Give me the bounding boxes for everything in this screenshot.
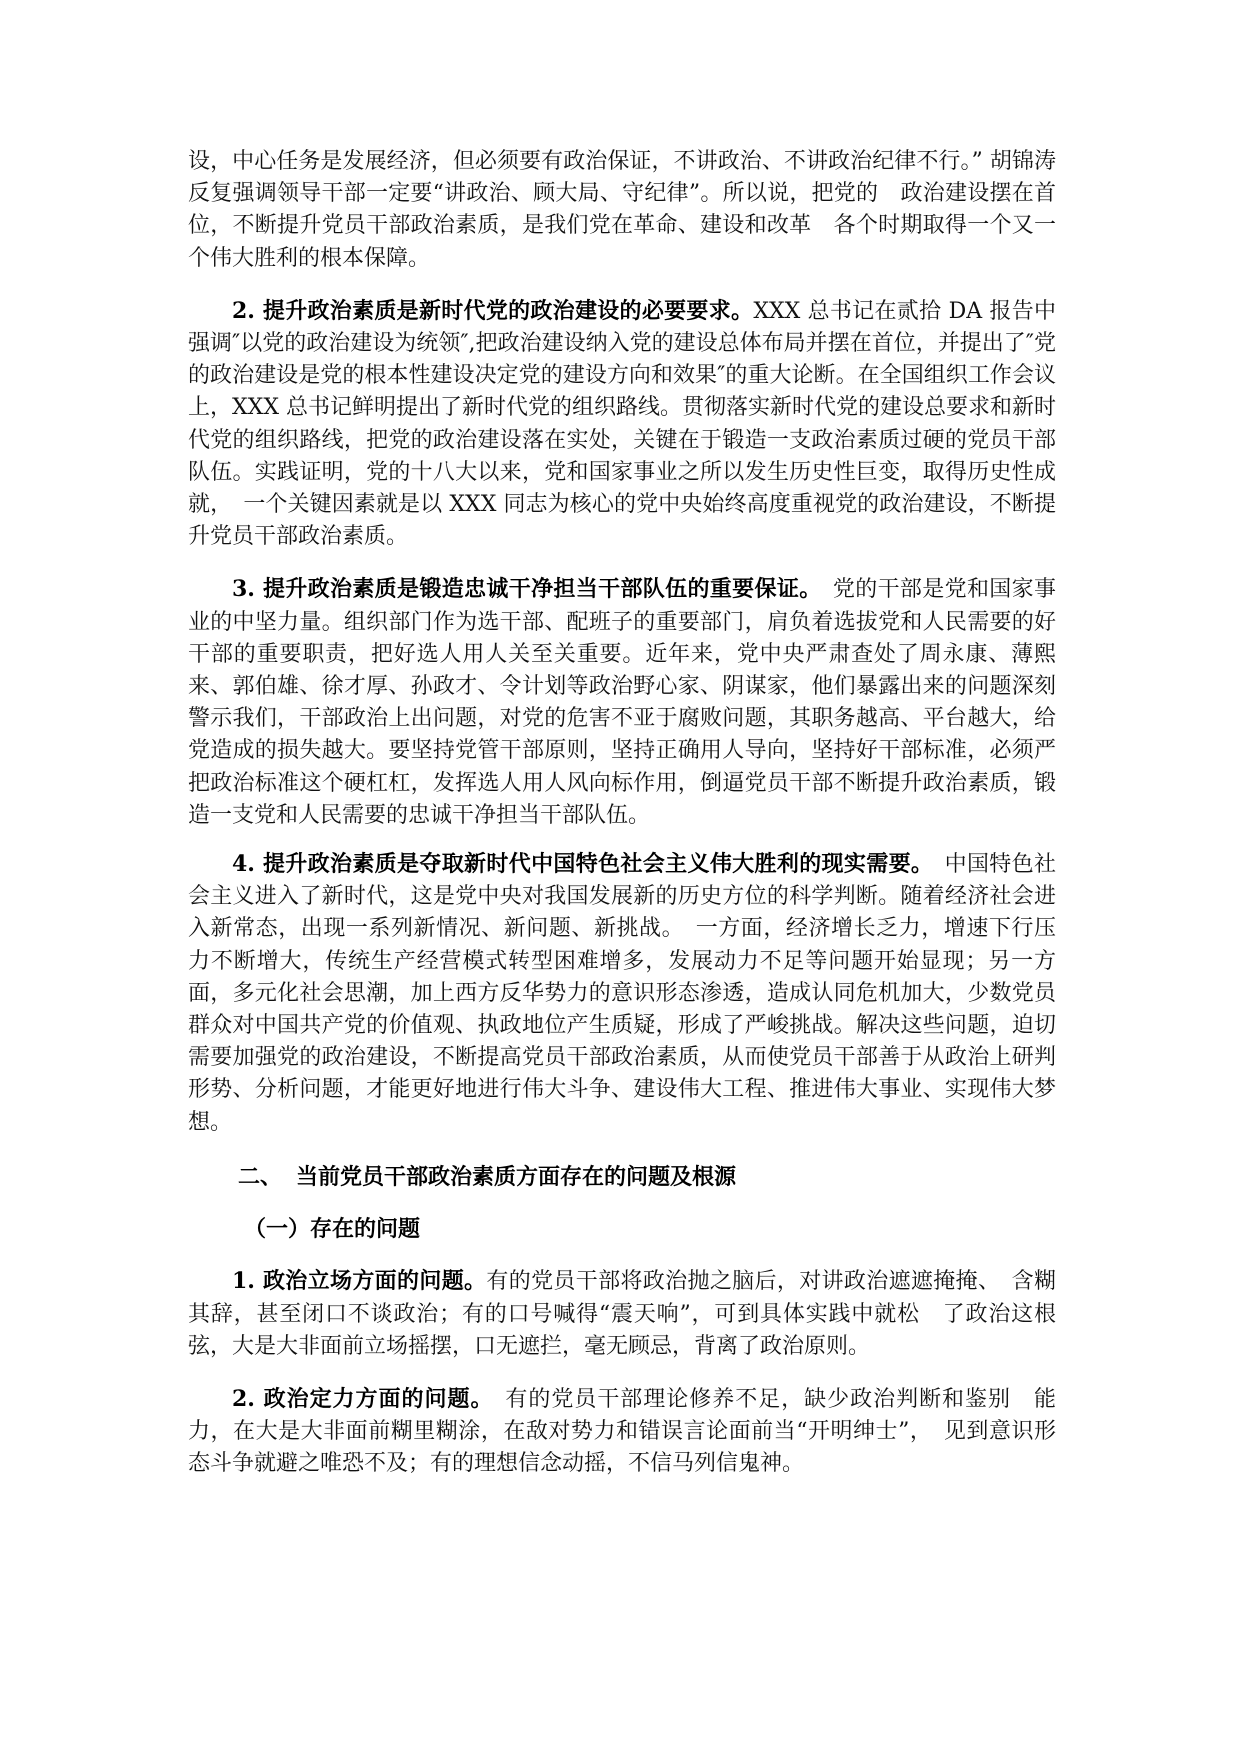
- section-title: 当前党员干部政治素质方面存在的问题及根源: [296, 1163, 737, 1190]
- point-3-body: 党的干部是党和国家事业的中坚力量。组织部门作为选干部、配班子的重要部门，肩负着选拔党和人民需要的好干部的重要职责，把好选人用人关至关重要。近年来，党中央严肃查处了周永康、薄熙来、郭伯雄、徐才厚、孙政才、令计划等政治野心家、阴谋家，他们暴露出来的问题深刻警示我们，干部政治上出问题，对党的危害不亚于腐败问题，其职务越高、平台越大，给党造成的损失越大。要坚持党管干部原则，坚持正确用人导向，坚持好干部标准，必须严把政治标准这个硬杠杠，发挥选人用人风向标作用，倒逼党员干部不断提升政治素质，锻造一支党和人民需要的忠诚干净担当干部队伍。: [188, 577, 1056, 828]
- paragraph-point-3: [188, 573, 1056, 832]
- paragraph-point-2: [188, 295, 1056, 554]
- point-2-body: XXX 总书记在贰拾 DA 报告中强调″以党的政治建设为统领″,把政治建设纳入党的建设总体布局并摆在首位，并提出了″党的政治建设是党的根本性建设决定党的建设方向和效果″的重大论断。在全国组织工作会议上，XXX 总书记鲜明提出了新时代党的组织路线。贯彻落实新时代党的建设总要求和新时代党的组织路线，把党的政治建设落在实处，关键在于锻造一支政治素质过硬的党员干部队伍。实践证明，党的十八大以来，党和国家事业之所以发生历史性巨变，取得历史性成就， 一个关键因素就是以 XXX 同志为核心的党中央始终高度重视党的政治建设，不断提升党员干部政治素质。: [188, 298, 1056, 550]
- issue-2-lead: 2. 政治定力方面的问题。: [232, 1385, 483, 1412]
- point-3-lead: 3. 提升政治素质是锻造忠诚干净担当干部队伍的重要保证。: [232, 576, 811, 603]
- issue-2-body: 有的党员干部理论修养不足，缺少政治判断和鉴别 能力，在大是大非面前糊里糊涂，在敌对势力和错误言论面前当“开明绅士”， 见到意识形态斗争就避之唯恐不及；有的理想信念动摇，不信马列信鬼神。: [188, 1386, 1056, 1477]
- point-4-lead: 4. 提升政治素质是夺取新时代中国特色社会主义伟大胜利的现实需要。: [232, 851, 923, 878]
- paragraph-issue-1: [188, 1265, 1056, 1363]
- paragraph-continuation: 设，中心任务是发展经济，但必须要有政治保证，不讲政治、不讲政治纪律不行。” 胡锦涛反复强调领导干部一定要“讲政治、顾大局、守纪律”。所以说，把党的 政治建设摆在首位，不断提升党员干部政治素质，是我们党在革命、建设和改革 各个时期取得一个又一个伟大胜利的根本保障。: [188, 149, 1056, 271]
- section-number: 二、: [238, 1163, 283, 1190]
- document-body: [188, 146, 1056, 1481]
- point-4-body: 中国特色社会主义进入了新时代，这是党中央对我国发展新的历史方位的科学判断。随着经济社会进入新常态，出现一系列新情况、新问题、新挑战。 一方面，经济增长乏力，增速下行压力不断增大，传统生产经营模式转型困难增多，发展动力不足等问题开始显现；另一方面，多元化社会思潮，加上西方反华势力的意识形态渗透，造成认同危机加大，少数党员群众对中国共产党的价值观、执政地位产生质疑，形成了严峻挑战。解决这些问题，迫切需要加强党的政治建设，不断提高党员干部政治素质，从而使党员干部善于从政治上研判形势、分析问题，才能更好地进行伟大斗争、建设伟大工程、推进伟大事业、实现伟大梦想。: [188, 852, 1056, 1135]
- paragraph-issue-2: [188, 1383, 1056, 1481]
- section-heading: [188, 1161, 1056, 1193]
- subsection-heading: （一）存在的问题: [244, 1216, 421, 1243]
- issue-1-lead: 1. 政治立场方面的问题。: [232, 1268, 487, 1295]
- issue-1-body: 有的党员干部将政治抛之脑后，对讲政治遮遮掩掩、 含糊其辞，甚至闭口不谈政治；有的口号喊得“震天响”，可到具体实践中就松 了政治这根弦，大是大非面前立场摇摆，口无遮拦，毫无顾忌，背离了政治原则。: [188, 1269, 1056, 1359]
- paragraph-point-4: [188, 848, 1056, 1139]
- point-2-lead: 2. 提升政治素质是新时代党的政治建设的必要要求。: [232, 297, 754, 324]
